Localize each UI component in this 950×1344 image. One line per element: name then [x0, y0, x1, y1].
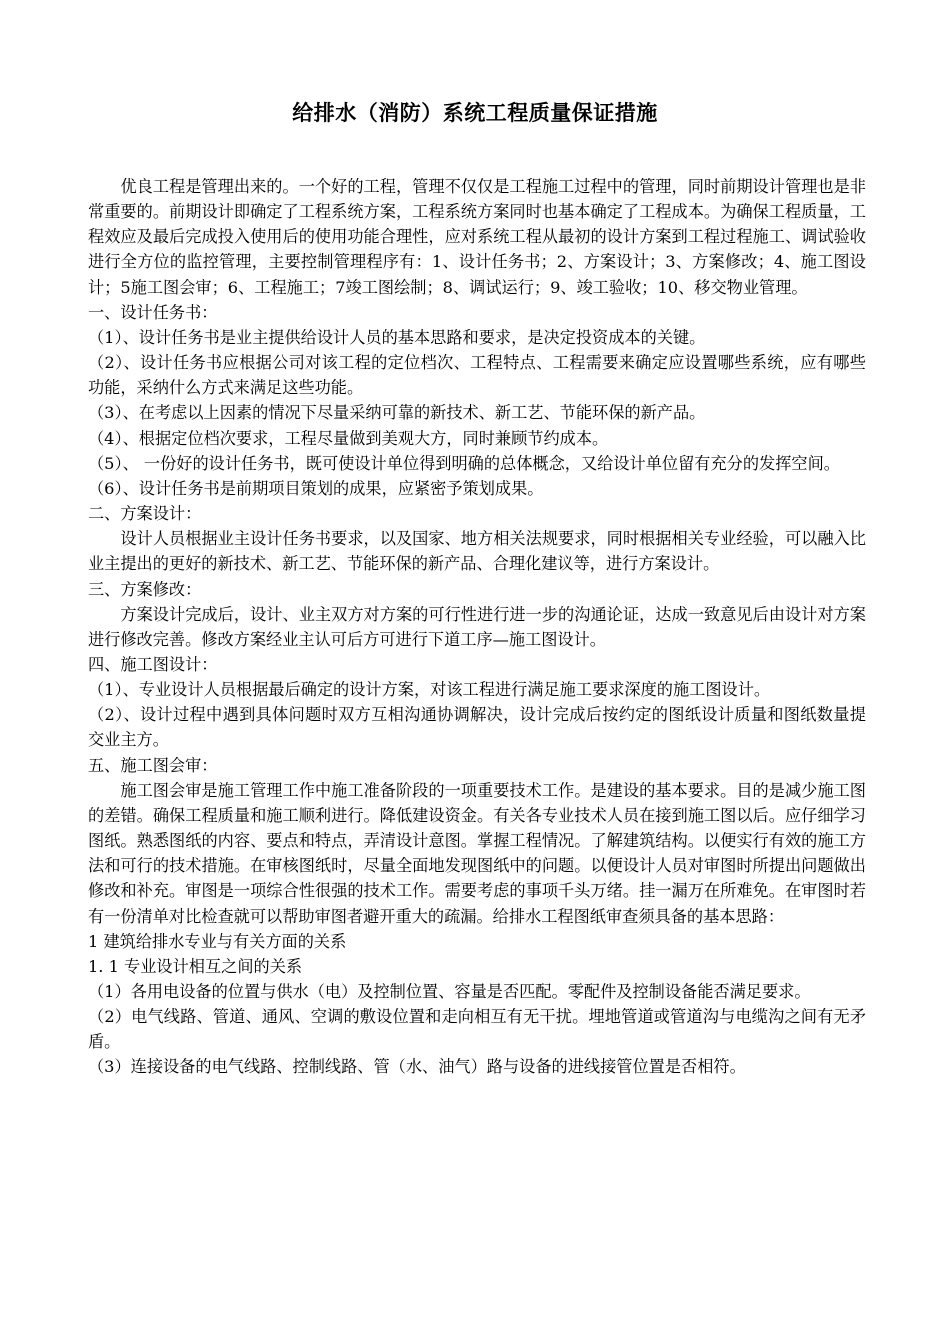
construction-drawing-item: （2）、设计过程中遇到具体问题时双方互相沟通协调解决，设计完成后按约定的图纸设计质量和图纸数量提交业主方。 — [88, 705, 866, 750]
section-heading-scheme-design: 二、方案设计： — [88, 504, 202, 524]
construction-drawing-item: （1）、专业设计人员根据最后确定的设计方案，对该工程进行满足施工要求深度的施工图设计。 — [88, 680, 771, 700]
design-brief-item: （5）、 一份好的设计任务书，既可使设计单位得到明确的总体概念，又给设计单位留有充分的发挥空间。 — [88, 453, 840, 473]
design-brief-item: （4）、根据定位档次要求，工程尽量做到美观大方，同时兼顾节约成本。 — [88, 428, 609, 448]
section-heading-drawing-review: 五、施工图会审： — [88, 755, 218, 775]
scheme-revision-paragraph: 方案设计完成后，设计、业主双方对方案的可行性进行进一步的沟通论证，达成一致意见后由设计对方案进行修改完善。修改方案经业主认可后方可进行下道工序—施工图设计。 — [88, 604, 866, 649]
document-body — [88, 174, 866, 1080]
document-title: 给排水（消防）系统工程质量保证措施 — [292, 101, 658, 125]
section-heading-construction-drawing: 四、施工图设计： — [88, 654, 218, 674]
scheme-design-paragraph: 设计人员根据业主设计任务书要求，以及国家、地方相关法规要求，同时根据相关专业经验，可以融入比业主提出的更好的新技术、新工艺、节能环保的新产品、合理化建议等，进行方案设计。 — [88, 529, 866, 574]
relations-item: （2）电气线路、管道、通风、空调的敷设位置和走向相互有无干扰。埋地管道或管道沟与电缆沟之间有无矛盾。 — [88, 1007, 866, 1052]
design-brief-item: （1）、设计任务书是业主提供给设计人员的基本思路和要求，是决定投资成本的关键。 — [88, 327, 706, 347]
section-heading-scheme-revision: 三、方案修改： — [88, 579, 202, 599]
section-heading-design-brief: 一、设计任务书： — [88, 302, 218, 322]
section-heading-relations: 1 建筑给排水专业与有关方面的关系 — [88, 931, 347, 951]
relations-item: （1）各用电设备的位置与供水（电）及控制位置、容量是否匹配。零配件及控制设备能否满足要求。 — [88, 982, 811, 1001]
design-brief-item: （3）、在考虑以上因素的情况下尽量采纳可靠的新技术、新工艺、节能环保的新产品。 — [88, 403, 706, 423]
intro-paragraph: 优良工程是管理出来的。一个好的工程，管理不仅仅是工程施工过程中的管理，同时前期设计管理也是非常重要的。前期设计即确定了工程系统方案，工程系统方案同时也基本确定了工程成本。为确保工程质量，工程效应及最后完成投入使用后的使用功能合理性，应对系统工程从最初的设计方案到工程过程施工、调试验收进行全方位的监控管理，主要控制管理程序有：1、设计任务书；2、方案设计；3、方案修改；4、施工图设计；5施工图会审；6、工程施工；7竣工图绘制；8、调试运行；9、竣工验收；10、移交物业管理。 — [88, 177, 866, 297]
relations-item: （3）连接设备的电气线路、控制线路、管（水、油气）路与设备的进线接管位置是否相符。 — [88, 1057, 746, 1077]
drawing-review-paragraph: 施工图会审是施工管理工作中施工准备阶段的一项重要技术工作。是建设的基本要求。目的是减少施工图的差错。确保工程质量和施工顺利进行。降低建设资金。有关各专业技术人员在接到施工图以后。应仔细学习图纸。熟悉图纸的内容、要点和特点，弄清设计意图。掌握工程情况。了解建筑结构。以便实行有效的施工方法和可行的技术措施。在审核图纸时，尽量全面地发现图纸中的问题。以便设计人员对审图时所提出问题做出修改和补充。审图是一项综合性很强的技术工作。需要考虑的事项千头万绪。挂一漏万在所难免。在审图时若有一份清单对比检查就可以帮助审图者避开重大的疏漏。给排水工程图纸审查须具备的基本思路： — [88, 780, 866, 926]
design-brief-item: （6）、设计任务书是前期项目策划的成果，应紧密予策划成果。 — [88, 478, 544, 498]
subsection-heading: 1. 1 专业设计相互之间的关系 — [88, 956, 303, 976]
design-brief-item: （2）、设计任务书应根据公司对该工程的定位档次、工程特点、工程需要来确定应设置哪些系统，应有哪些功能，采纳什么方式来满足这些功能。 — [88, 353, 866, 398]
